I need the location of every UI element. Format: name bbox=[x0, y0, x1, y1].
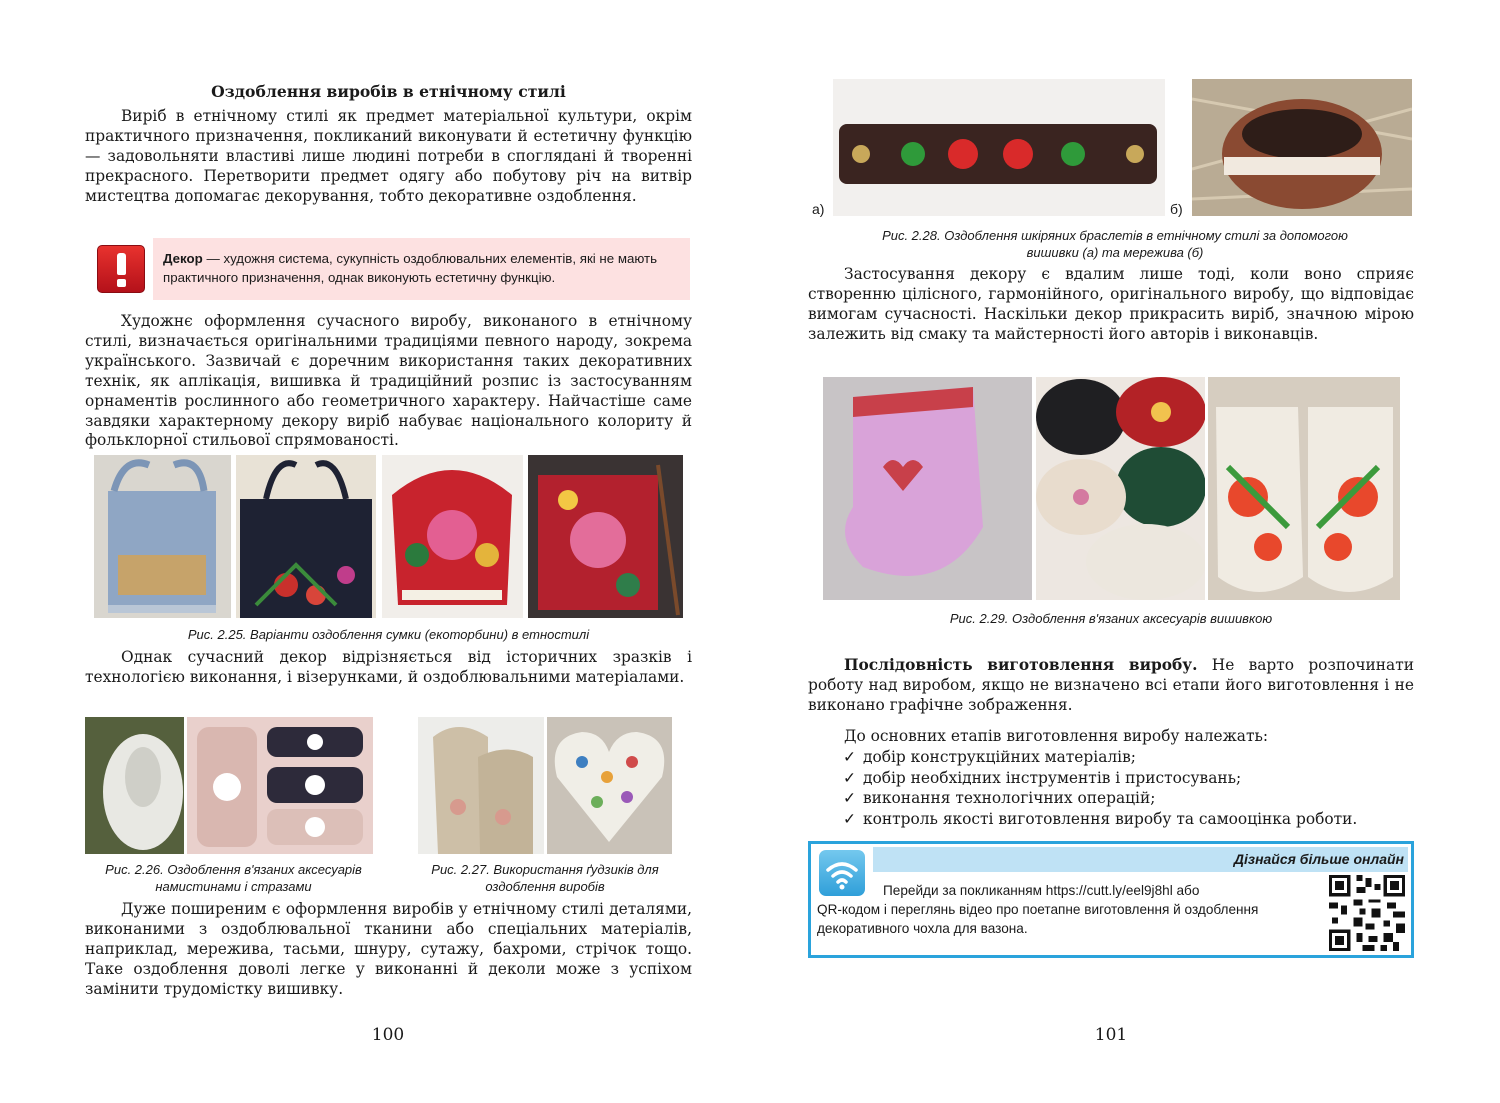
sequence-text: Не варто розпочинати роботу над виробом, якщо не визначено всі етапи його виготовлення і не виконано графічне зображення. bbox=[808, 656, 1414, 714]
photo-lace-leather-bracelet bbox=[1192, 79, 1412, 216]
definition-box bbox=[153, 238, 690, 300]
list-item: ✓ добір конструкційних матеріалів; bbox=[843, 748, 1136, 766]
page-title: Оздоблення виробів в етнічному стилі bbox=[211, 82, 566, 101]
exclamation-icon bbox=[97, 245, 145, 293]
online-link-line[interactable]: Перейди за покликанням https://cutt.ly/eel9j8hl або bbox=[883, 883, 1200, 898]
online-box-text bbox=[817, 881, 1317, 938]
definition-term: Декор bbox=[163, 251, 203, 266]
photo-denim-bag bbox=[94, 455, 231, 618]
photo-embroidered-socks bbox=[823, 377, 1032, 600]
photo-embroidered-berets bbox=[1036, 377, 1205, 600]
check-icon: ✓ bbox=[843, 789, 856, 807]
photo-button-heart bbox=[547, 717, 672, 854]
page-number-right: 101 bbox=[1094, 1025, 1128, 1045]
paragraph-sequence bbox=[808, 656, 1414, 716]
figure-2-27-caption: Рис. 2.27. Використання ґудзиків для оздоблення виробів bbox=[431, 862, 659, 894]
photo-button-mittens bbox=[418, 717, 544, 854]
sequence-heading: Послідовність виготовлення виробу. bbox=[844, 656, 1198, 674]
stages-intro: До основних етапів виготовлення виробу належать: bbox=[844, 727, 1269, 745]
online-resource-box bbox=[808, 841, 1414, 958]
photo-beaded-knit-hat bbox=[85, 717, 184, 854]
qr-code[interactable] bbox=[1329, 875, 1405, 951]
list-item: ✓ контроль якості виготовлення виробу та самооцінка роботи. bbox=[843, 809, 1358, 828]
figure-2-28-caption: Рис. 2.28. Оздоблення шкіряних браслетів в етнічному стилі за допомогою вишивки (а) та мережива (б) bbox=[882, 228, 1348, 260]
paragraph-fabric-details: Дуже поширеним є оформлення виробів у етнічному стилі деталями, виконаними з оздоблювальної тканини або спеціальних матеріалів, наприклад, мережива, тасьми, шнуру, сутажу, бахроми, стрічок тощо. Таке оздоблення доволі легке у виконанні й деколи може з успіхом замінити трудомістку вишивку. bbox=[85, 900, 692, 998]
photo-rhinestone-headbands bbox=[187, 717, 373, 854]
photo-embroidered-shoulder-bag bbox=[528, 455, 683, 618]
online-description: QR-кодом і переглянь відео про поетапне виготовлення й оздоблення декоративного чохла для вазона. bbox=[817, 902, 1259, 936]
photo-red-ethnic-bag bbox=[382, 455, 523, 618]
check-icon: ✓ bbox=[843, 748, 856, 766]
photo-embroidered-leather-bracelet bbox=[833, 79, 1165, 216]
photo-embroidered-mittens bbox=[1208, 377, 1400, 600]
figure-2-28-label-a: а) bbox=[812, 201, 825, 217]
paragraph-intro: Виріб в етнічному стилі як предмет матеріальної культури, окрім практичного призначення, покликаний виконувати й естетичну функцію — задовольняти властиві лише людині потреби в споглядані й творенні прекрасного. Перетворити предмет одягу або побутову річ на витвір мистецтва допомагає декорування, тобто декоративне оздоблення. bbox=[85, 107, 692, 205]
figure-2-25-caption: Рис. 2.25. Варіанти оздоблення сумки (екоторбини) в етностилі bbox=[187, 627, 590, 642]
figure-2-29-caption: Рис. 2.29. Оздоблення в'язаних аксесуарів вишивкою bbox=[949, 611, 1273, 626]
page-number-left: 100 bbox=[371, 1025, 405, 1045]
check-icon: ✓ bbox=[843, 768, 856, 787]
paragraph-decor-success: Застосування декору є вдалим лише тоді, коли воно сприяє створенню цілісного, гармонійного, оригінального виробу, що відповідає вимогам сучасності. Наскільки декор прикрасить виріб, значною мірою залежить від смаку та майстерності його авторів і виконавців. bbox=[808, 265, 1414, 343]
stages-list bbox=[843, 747, 1357, 829]
figure-2-26-caption: Рис. 2.26. Оздоблення в'язаних аксесуарів намистинами і стразами bbox=[105, 862, 362, 894]
figure-2-28-label-b: б) bbox=[1170, 201, 1183, 217]
definition-text: — художня система, сукупність оздоблювальних елементів, які не мають практичного призначення, однак виконують естетичну функцію. bbox=[163, 251, 658, 285]
list-item: ✓ добір необхідних інструментів і пристосувань; bbox=[843, 768, 1242, 787]
check-icon: ✓ bbox=[843, 809, 856, 828]
list-item: ✓ виконання технологічних операцій; bbox=[843, 789, 1156, 807]
photo-embroidered-tote bbox=[236, 455, 376, 618]
paragraph-modern-decor: Однак сучасний декор відрізняється від історичних зразків і технологією виконання, і візерунками, й оздоблювальними матеріалами. bbox=[85, 648, 692, 686]
paragraph-ethnic-design: Художнє оформлення сучасного виробу, виконаного в етнічному стилі, визначається оригінальними традиціями певного народу, зокрема українського. Зазвичай є доречним використання таких декоративних технік, як аплікація, вишивка й традиційний розпис із застосуванням орнаментів рослинного або геометричного характеру. Найчастіше саме завдяки характерному декору виріб набуває національного колориту й фольклорної стильової спрямованості. bbox=[85, 312, 692, 450]
online-box-header: Дізнайся більше онлайн bbox=[873, 847, 1408, 872]
